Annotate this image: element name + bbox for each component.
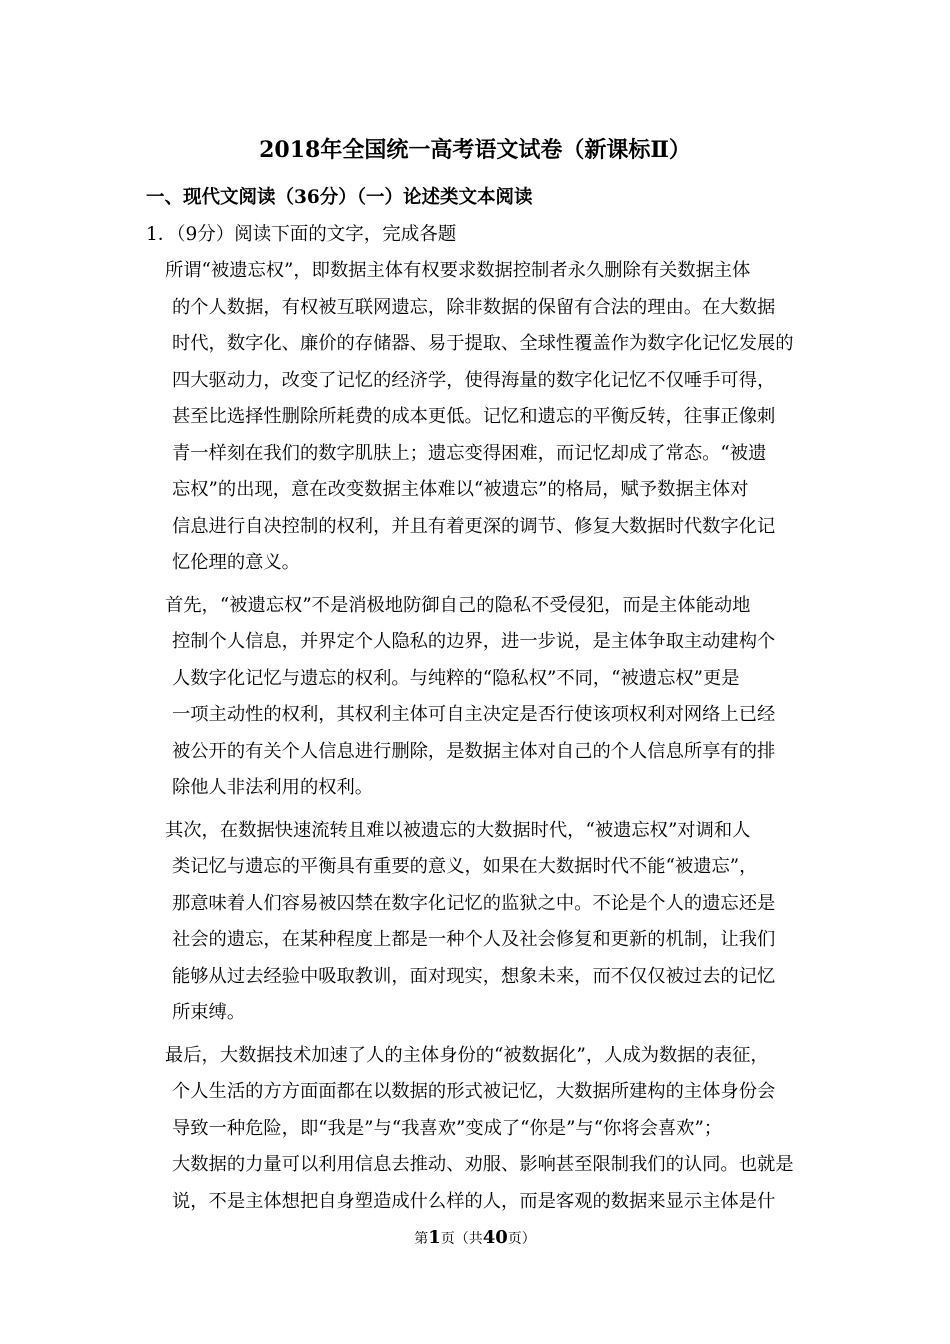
text-line: 导致一种危险，即“我是”与“我喜欢”变成了“你是”与“你将会喜欢”； bbox=[172, 1117, 723, 1139]
question-prompt: 1．（9分）阅读下面的文字，完成各题 bbox=[146, 224, 457, 245]
text-line: 的个人数据，有权被互联网遗忘，除非数据的保留有合法的理由。在大数据 bbox=[172, 296, 776, 318]
text-line: 大数据的力量可以利用信息去推动、劝服、影响甚至限制我们的认同。也就是 bbox=[172, 1154, 794, 1175]
passage bbox=[0, 253, 950, 1220]
text-line: 个人生活的方方面面都在以数据的形式被记忆，大数据所建构的主体身份会 bbox=[172, 1081, 776, 1102]
paragraph bbox=[0, 1038, 950, 1221]
text-line: 被公开的有关个人信息进行删除，是数据主体对自己的个人信息所享有的排 bbox=[172, 740, 776, 762]
text-line: 一项主动性的权利，其权利主体可自主决定是否行使该项权利对网络上已经 bbox=[172, 704, 776, 725]
section-heading: 一、现代文阅读（36分）（一）论述类文本阅读 bbox=[146, 187, 533, 208]
footer-prefix: 第 bbox=[414, 1231, 429, 1247]
footer-suffix: 页） bbox=[507, 1231, 536, 1247]
text-line: 忘权”的出现，意在改变数据主体难以“被遗忘”的格局，赋予数据主体对 bbox=[172, 479, 749, 500]
paragraph bbox=[0, 588, 950, 807]
page-total: 40 bbox=[482, 1227, 508, 1248]
page-number: 1 bbox=[428, 1227, 441, 1248]
text-line: 除他人非法利用的权利。 bbox=[172, 777, 374, 798]
text-line: 四大驱动力，改变了记忆的经济学，使得海量的数字化记忆不仅唾手可得， bbox=[172, 369, 776, 391]
document-title: 2018年全国统一高考语文试卷（新课标Ⅱ） bbox=[259, 137, 691, 163]
text-line: 忆伦理的意义。 bbox=[172, 552, 300, 573]
text-line: 甚至比选择性删除所耗费的成本更低。记忆和遗忘的平衡反转，往事正像刺 bbox=[172, 406, 776, 427]
text-line: 社会的遗忘，在某种程度上都是一种个人及社会修复和更新的机制，让我们 bbox=[172, 929, 776, 950]
text-line: 人数字化记忆与遗忘的权利。与纯粹的“隐私权”不同，“被遗忘权”更是 bbox=[172, 667, 740, 689]
paragraph bbox=[0, 813, 950, 1032]
text-line: 能够从过去经验中吸取教训，面对现实，想象未来，而不仅仅被过去的记忆 bbox=[172, 965, 776, 987]
paragraph bbox=[0, 253, 950, 582]
text-line: 说，不是主体想把自身塑造成什么样的人，而是客观的数据来显示主体是什 bbox=[172, 1190, 776, 1212]
text-line: 控制个人信息，并界定个人隐私的边界，进一步说，是主体争取主动建构个 bbox=[172, 631, 776, 652]
text-line: 首先，“被遗忘权”不是消极地防御自己的隐私不受侵犯，而是主体能动地 bbox=[165, 594, 751, 616]
text-line: 所束缚。 bbox=[172, 1002, 246, 1023]
text-line: 类记忆与遗忘的平衡具有重要的意义，如果在大数据时代不能“被遗忘”， bbox=[172, 856, 758, 877]
text-line: 青一样刻在我们的数字肌肤上；遗忘变得困难，而记忆却成了常态。“被遗 bbox=[172, 442, 767, 464]
text-line: 其次，在数据快速流转且难以被遗忘的大数据时代，“被遗忘权”对调和人 bbox=[165, 819, 751, 841]
text-line: 所谓“被遗忘权”，即数据主体有权要求数据控制者永久删除有关数据主体 bbox=[165, 260, 751, 281]
text-line: 信息进行自决控制的权利，并且有着更深的调节、修复大数据时代数字化记 bbox=[172, 515, 776, 537]
text-line: 最后，大数据技术加速了人的主体身份的“被数据化”，人成为数据的表征， bbox=[165, 1044, 769, 1066]
text-line: 那意味着人们容易被囚禁在数字化记忆的监狱之中。不论是个人的遗忘还是 bbox=[172, 892, 776, 914]
page-footer bbox=[0, 1226, 950, 1251]
footer-middle: 页（共 bbox=[440, 1231, 483, 1247]
text-line: 时代，数字化、廉价的存储器、易于提取、全球性覆盖作为数字化记忆发展的 bbox=[172, 333, 794, 354]
